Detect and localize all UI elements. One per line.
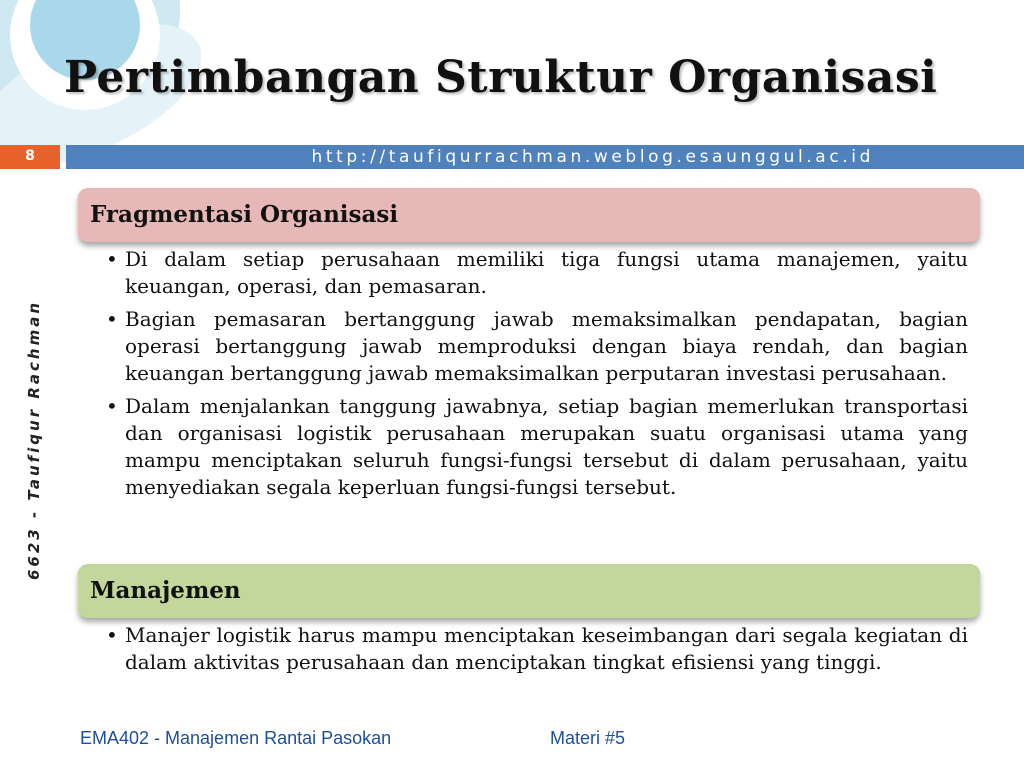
- bullet-icon: •: [106, 394, 118, 418]
- bullet-text: Bagian pemasaran bertanggung jawab memaksimalkan pendapatan, bagian operasi bertanggung jawab memproduksi dengan biaya rendah, dan bagian keuangan bertanggung jawab memaksimalkan perputaran investasi perusahaan.: [125, 307, 968, 385]
- list-item: [104, 622, 968, 676]
- list-item: [104, 393, 968, 501]
- section-heading-fragmentasi: Fragmentasi Organisasi: [78, 188, 980, 242]
- side-label-container: [16, 280, 52, 600]
- side-author-label: 6623 - Taufiqur Rachman: [25, 299, 43, 581]
- bullet-text: Di dalam setiap perusahaan memiliki tiga fungsi utama manajemen, yaitu keuangan, operasi, dan pemasaran.: [125, 247, 968, 298]
- url-text: http://taufiqurrachman.weblog.esaunggul.ac.id: [311, 147, 874, 167]
- footer-materi: Materi #5: [550, 728, 626, 748]
- bullet-text: Dalam menjalankan tanggung jawabnya, setiap bagian memerlukan transportasi dan organisasi logistik perusahaan merupakan suatu organisasi utama yang mampu menciptakan seluruh fungsi-fungsi tersebut di dalam perusahaan, yaitu menyediakan segala keperluan fungsi-fungsi tersebut.: [125, 394, 968, 499]
- list-item: [104, 306, 968, 387]
- bullet-list-fragmentasi: [104, 246, 968, 507]
- section-heading-manajemen: Manajemen: [78, 564, 980, 618]
- bullet-list-manajemen: [104, 622, 968, 682]
- slide-title: Pertimbangan Struktur Organisasi: [64, 52, 938, 103]
- list-item: [104, 246, 968, 300]
- bullet-text: Manajer logistik harus mampu menciptakan keseimbangan dari segala kegiatan di dalam aktivitas perusahaan dan menciptakan tingkat efisiensi yang tinggi.: [125, 623, 968, 674]
- bullet-icon: •: [106, 247, 118, 271]
- slide-number-badge: 8: [0, 145, 60, 169]
- bullet-icon: •: [106, 307, 118, 331]
- bullet-icon: •: [106, 623, 118, 647]
- footer-course: EMA402 - Manajemen Rantai Pasokan: [80, 728, 392, 748]
- url-bar: [66, 145, 1024, 169]
